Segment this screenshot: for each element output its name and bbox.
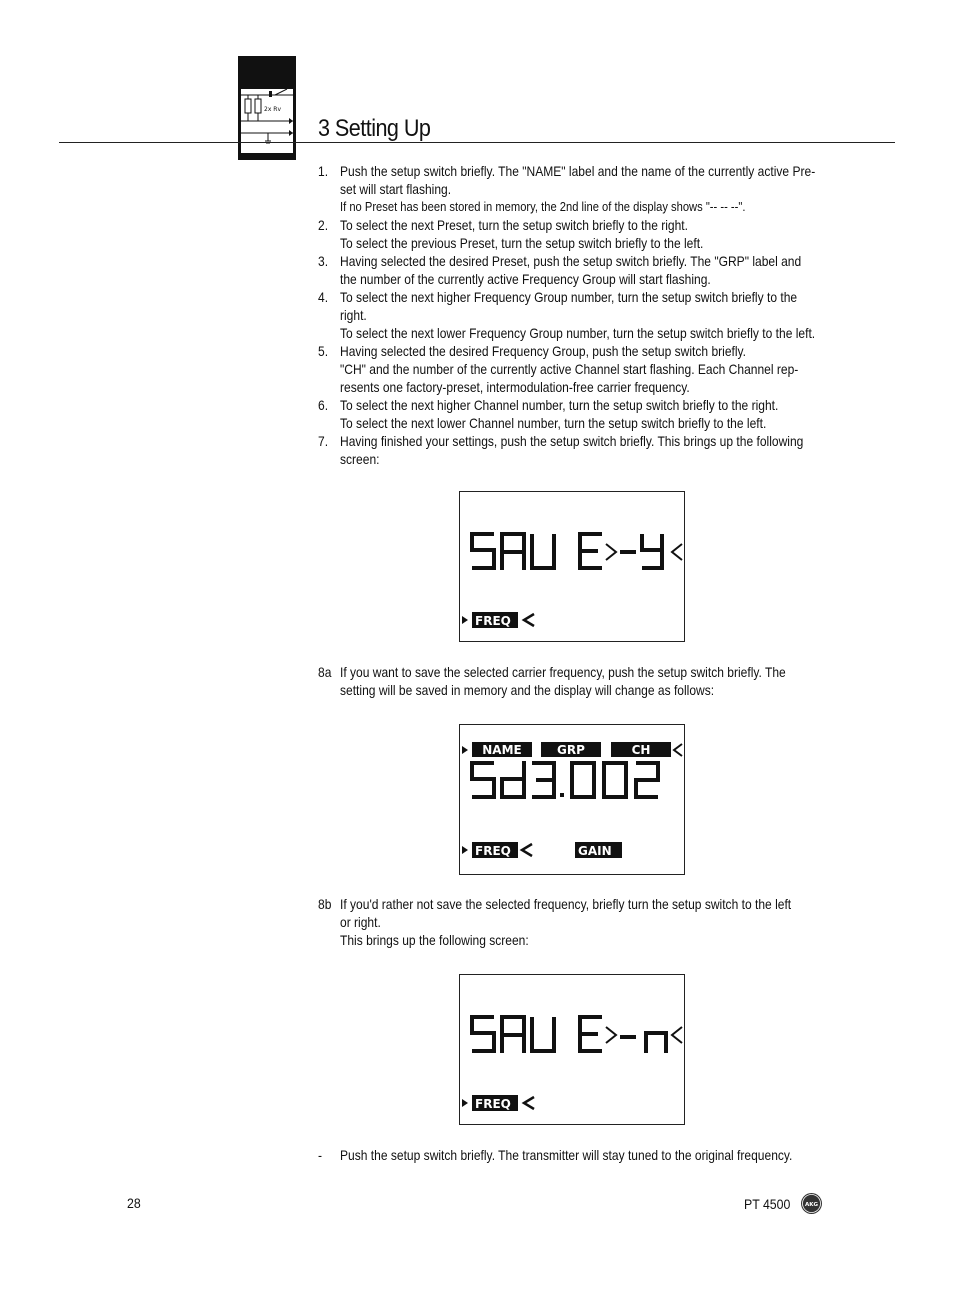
header-rule (59, 142, 895, 143)
step-item (318, 342, 838, 396)
step-text-line: To select the next lower Frequency Group number, turn the setup switch briefly to the left. (340, 325, 816, 341)
lcd-display-save-yes (459, 491, 685, 642)
steps-list (318, 162, 838, 468)
bullet: - (318, 1147, 323, 1163)
step-text-line: set will start flashing. (340, 181, 452, 197)
step-text-line: Having selected the desired Frequency Group, push the setup switch briefly. (340, 343, 747, 359)
ch-label: CH (631, 743, 651, 757)
step-number: 1. (318, 163, 329, 179)
step-text-line: To select the next higher Channel number, turn the setup switch briefly to the right. (340, 397, 779, 413)
step-item (318, 252, 838, 288)
step-text-line: setting will be saved in memory and the display will change as follows: (340, 682, 715, 698)
step-text-line: screen: (340, 451, 380, 467)
step-item (318, 216, 838, 252)
step-number: 4. (318, 289, 329, 305)
step-text-line: "CH" and the number of the currently active Channel start flashing. Each Channel rep- (340, 361, 799, 377)
step-number: 8b (318, 896, 332, 912)
step-item (318, 162, 838, 216)
final-note-text: Push the setup switch briefly. The transmitter will stay tuned to the original frequency. (340, 1147, 793, 1163)
step-text-line: Having finished your settings, push the setup switch briefly. This brings up the following (340, 433, 804, 449)
akg-logo-icon (801, 1193, 822, 1214)
step-text-line: To select the next higher Frequency Group number, turn the setup switch briefly to the (340, 289, 798, 305)
step-number: 5. (318, 343, 329, 359)
model-name: PT 4500 (744, 1196, 791, 1212)
step-item (318, 663, 838, 699)
step-number: 3. (318, 253, 329, 269)
step-text-line: If no Preset has been stored in memory, the 2nd line of the display shows "-- -- --". (340, 199, 746, 214)
step-text-line: This brings up the following screen: (340, 932, 529, 948)
freq-label: FREQ (475, 1097, 511, 1111)
akg-logo-text: AKG (804, 1202, 819, 1208)
step-text-line: right. (340, 307, 367, 323)
step-number: 7. (318, 433, 329, 449)
step-text-line: resents one factory-preset, intermodulation-free carrier frequency. (340, 379, 690, 395)
name-label: NAME (482, 743, 522, 757)
grp-label: GRP (557, 743, 585, 757)
step-number: 8a (318, 664, 332, 680)
gain-label: GAIN (578, 844, 612, 858)
step-number: 2. (318, 217, 329, 233)
step-text-line: the number of the currently active Frequency Group will start flashing. (340, 271, 711, 287)
step-text-line: To select the previous Preset, turn the setup switch briefly to the left. (340, 235, 704, 251)
step-text-line: or right. (340, 914, 381, 930)
step-text-line: To select the next Preset, turn the setup switch briefly to the right. (340, 217, 689, 233)
step-8b (318, 895, 838, 949)
lcd-display-save-no (459, 974, 685, 1125)
lcd-display-saved (459, 724, 685, 875)
page-title: 3 Setting Up (318, 115, 431, 142)
step-text-line: If you want to save the selected carrier frequency, push the setup switch briefly. The (340, 664, 786, 680)
tab-icon-label: 2x Rv (264, 106, 281, 113)
step-8a (318, 663, 838, 699)
step-item (318, 288, 838, 342)
step-item (318, 432, 838, 468)
page-number: 28 (127, 1195, 141, 1211)
final-note (318, 1146, 838, 1164)
freq-label: FREQ (475, 614, 511, 628)
step-text-line: Having selected the desired Preset, push the setup switch briefly. The "GRP" label and (340, 253, 802, 269)
step-text-line: Push the setup switch briefly. The "NAME" label and the name of the currently active Pre- (340, 163, 816, 179)
step-item (318, 396, 838, 432)
step-text-line: To select the next lower Channel number, turn the setup switch briefly to the left. (340, 415, 767, 431)
step-text-line: If you'd rather not save the selected frequency, briefly turn the setup switch to the left (340, 896, 792, 912)
chapter-tab (238, 56, 296, 160)
step-item (318, 895, 838, 949)
chapter-icon (241, 89, 293, 153)
step-number: 6. (318, 397, 329, 413)
freq-label: FREQ (475, 844, 511, 858)
